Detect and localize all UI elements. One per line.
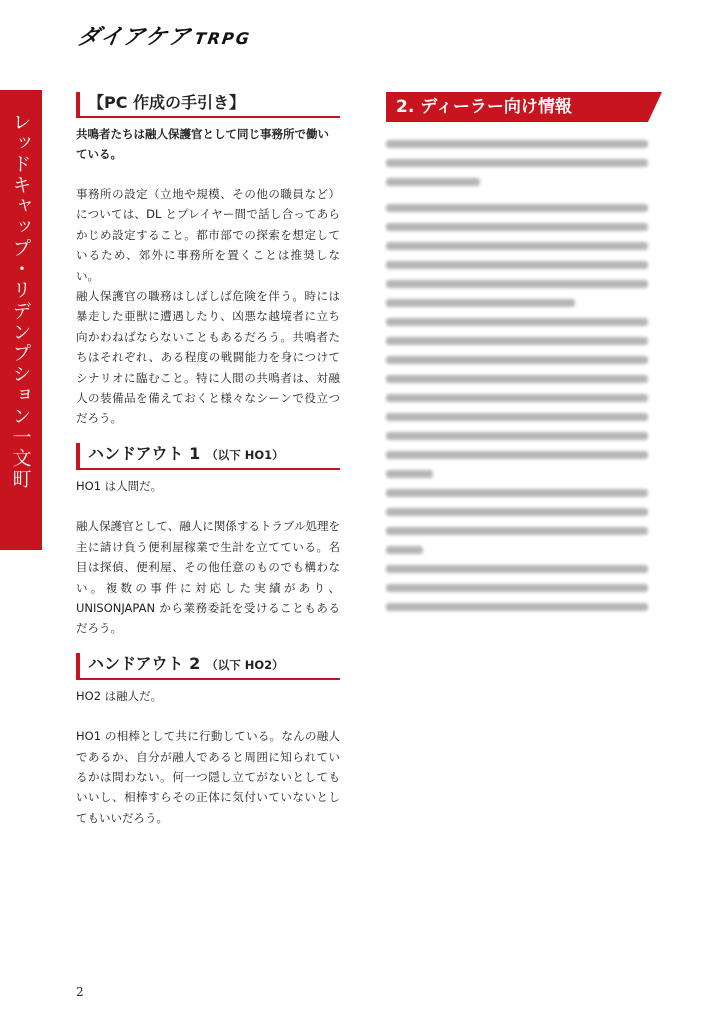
ho2-lead: HO2 は融人だ。: [76, 688, 163, 703]
ho1-body: 融人保護官として、融人に関係するトラブル処理を主に請け負う便利屋稼業で生計を立てている。名目は探偵、便利屋、その他任意のものでも構わない。複数の事件に対応した実績があり、UNISONJAPAN から業務委託を受けることもあるだろう。: [76, 519, 340, 636]
ho1-subtitle: （以下 HO1）: [206, 447, 284, 462]
right-column: [386, 92, 648, 629]
pc-guide-heading: [76, 92, 340, 118]
ho2-heading: [76, 653, 340, 680]
ho2-subtitle: （以下 HO2）: [206, 657, 284, 672]
ho2-body: HO1 の相棒として共に行動している。なんの融人であるか、自分が融人であると周囲に知られているかは問わない。何一つ隠し立てがないとしてもいいし、相棒すらその正体に気付いていないとしてもいいだろう。: [76, 729, 340, 825]
logo: [76, 20, 254, 51]
logo-suffix: TRPG: [193, 29, 253, 48]
logo-main: ダイアケア: [75, 25, 193, 50]
blurred-text-block: [386, 140, 648, 186]
ho1-lead: HO1 は人間だ。: [76, 478, 163, 493]
ho2-title: ハンドアウト 2: [88, 653, 201, 673]
pc-guide-paragraph: 融人保護官の職務はしばしば危険を伴う。時には暴走した亜獣に遭遇したり、凶悪な越境者に立ち向かわねばならないこともあるだろう。共鳴者たちはそれぞれ、ある程度の戦闘能力を身につけてシナリオに臨むこと。特に人間の共鳴者は、対融人の装備品を備えておくと様々なシーンで役立つだろう。: [76, 289, 340, 426]
side-tab: [0, 90, 42, 550]
side-tab-text: レッドキャップ・リデンプション一文町: [9, 112, 32, 490]
ho1-title: ハンドアウト 1: [88, 443, 201, 463]
ho1-heading: [76, 443, 340, 470]
dealer-info-heading: [386, 92, 648, 122]
blurred-text-block: [386, 204, 648, 611]
page-number: 2: [76, 985, 84, 999]
pc-guide-title: 【PC 作成の手引き】: [88, 93, 246, 112]
dealer-info-title: 2. ディーラー向け情報: [396, 97, 572, 117]
pc-guide-paragraph: 事務所の設定（立地や規模、その他の職員など）については、DL とプレイヤー間で話し合ってあらかじめ設定すること。都市部での探索を想定しているため、郊外に事務所を置くことは推奨しない。: [76, 187, 340, 283]
pc-guide-lead: 共鳴者たちは融人保護官として同じ事務所で働いている。: [76, 127, 329, 161]
left-column: [76, 92, 340, 828]
